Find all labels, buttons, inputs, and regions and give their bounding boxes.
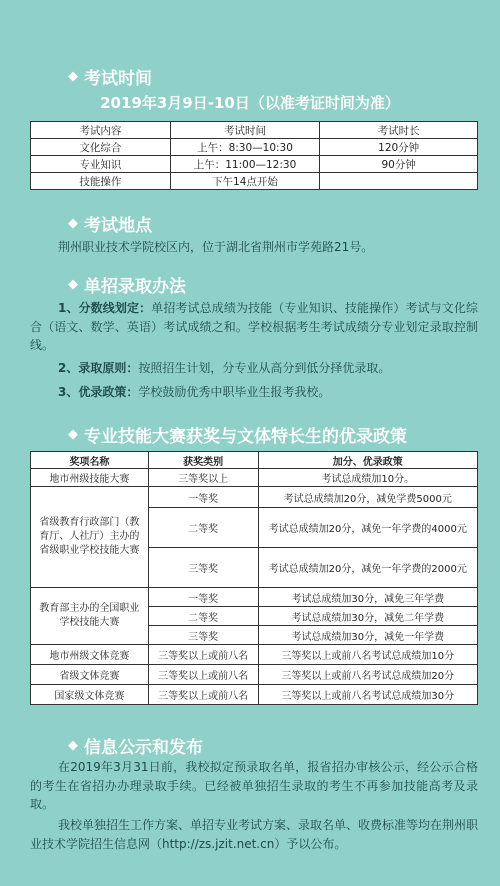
cell: 考试总成绩加20分，减免一年学费的4000元	[258, 508, 478, 548]
cell: 下午14点开始	[170, 173, 320, 190]
cell: 省级文体竞赛	[31, 665, 149, 685]
heading-text: 考试时间	[84, 69, 152, 89]
table-header-row	[31, 452, 478, 469]
section-heading-exam-place	[68, 211, 152, 236]
item-text: 按照招生计划，分专业从高分到低分择优录取。	[138, 361, 391, 375]
table-row	[31, 173, 478, 190]
table-row	[31, 665, 478, 685]
cell: 地市州级技能大赛	[31, 469, 149, 487]
exam-date: 2019年3月9日-10日（以准考证时间为准）	[100, 94, 400, 112]
section-heading-publicity	[68, 733, 203, 758]
cell: 省级教育行政部门（教育厅、人社厅）主办的省级职业学校技能大赛	[31, 487, 149, 588]
diamond-icon: ◆	[68, 69, 78, 84]
admission-item-1	[30, 299, 478, 355]
header-cell: 考试时间	[170, 122, 320, 139]
header-cell: 获奖类别	[148, 452, 258, 469]
cell: 文化综合	[31, 139, 171, 156]
cell: 考试总成绩加30分，减免二年学费	[258, 607, 478, 626]
cell: 考试总成绩加30分，减免一年学费	[258, 626, 478, 645]
table-header-row	[31, 122, 478, 139]
cell: 考试总成绩加20分，减免学费5000元	[258, 487, 478, 508]
heading-text: 单招录取办法	[84, 277, 186, 297]
cell: 一等奖	[148, 588, 258, 607]
cell: 三等奖以上或前八名	[148, 665, 258, 685]
table-row	[31, 156, 478, 173]
cell: 上午：8:30—10:30	[170, 139, 320, 156]
cell: 教育部主办的全国职业学校技能大赛	[31, 588, 149, 645]
item-text: 学校鼓励优秀中职毕业生报考我校。	[138, 385, 331, 399]
cell: 三等奖	[148, 548, 258, 588]
table-row	[31, 685, 478, 705]
table-row	[31, 469, 478, 487]
publicity-paragraph-2: 我校单独招生工作方案、单招专业考试方案、录取名单、收费标准等均在荆州职业技术学院招生信息网（http://zs.jzit.net.cn）予以公布。	[30, 818, 479, 851]
item-label: 1、分数线划定：	[58, 301, 152, 315]
cell	[320, 173, 478, 190]
cell: 90分钟	[320, 156, 478, 173]
admission-item-2	[30, 359, 478, 378]
cell: 一等奖	[148, 487, 258, 508]
cell: 考试总成绩加20分，减免一年学费的2000元	[258, 548, 478, 588]
cell: 地市州级文体竞赛	[31, 645, 149, 665]
cell: 上午：11:00—12:30	[170, 156, 320, 173]
diamond-icon: ◆	[68, 216, 78, 231]
section-heading-exam-time	[68, 64, 152, 89]
cell: 考试总成绩加10分。	[258, 469, 478, 487]
header-cell: 加分、优录政策	[258, 452, 478, 469]
diamond-icon: ◆	[68, 427, 78, 442]
diamond-icon: ◆	[68, 738, 78, 753]
table-row	[31, 588, 478, 607]
cell: 二等奖	[148, 508, 258, 548]
admission-item-3	[30, 383, 478, 402]
table-row	[31, 139, 478, 156]
section-heading-admission	[68, 272, 186, 297]
cell: 国家级文体竞赛	[31, 685, 149, 705]
cell: 技能操作	[31, 173, 171, 190]
cell: 考试总成绩加30分，减免三年学费	[258, 588, 478, 607]
cell: 三等奖	[148, 626, 258, 645]
heading-text: 信息公示和发布	[84, 738, 203, 758]
cell: 三等奖以上或前八名考试总成绩加10分	[258, 645, 478, 665]
table-row	[31, 645, 478, 665]
header-cell: 奖项名称	[31, 452, 149, 469]
cell: 专业知识	[31, 156, 171, 173]
header-cell: 考试内容	[31, 122, 171, 139]
section-heading-award-policy	[68, 422, 407, 447]
cell: 三等奖以上或前八名	[148, 645, 258, 665]
award-policy-table	[30, 451, 478, 705]
cell: 120分钟	[320, 139, 478, 156]
exam-place-text: 荆州职业技术学院校区内，位于湖北省荆州市学苑路21号。	[58, 240, 374, 254]
table-row	[31, 487, 478, 508]
cell: 三等奖以上	[148, 469, 258, 487]
item-text: 单招考试总成绩为技能（专业知识、技能操作）考试与文化综合（语文、数学、英语）考试成绩之和。学校根据考生考试成绩分专业划定录取控制线。	[30, 301, 478, 352]
item-label: 2、录取原则：	[58, 361, 139, 375]
heading-text: 专业技能大赛获奖与文体特长生的优录政策	[84, 427, 407, 447]
cell: 三等奖以上或前八名考试总成绩加30分	[258, 685, 478, 705]
publicity-paragraph-1: 在2019年3月31日前，我校拟定预录取名单，报省招办审核公示，经公示合格的考生在省招办办理录取手续。已经被单独招生录取的考生不再参加技能高考及录取。	[30, 760, 478, 811]
cell: 三等奖以上或前八名考试总成绩加20分	[258, 665, 478, 685]
diamond-icon: ◆	[68, 277, 78, 292]
header-cell: 考试时长	[320, 122, 478, 139]
heading-text: 考试地点	[84, 216, 152, 236]
cell: 三等奖以上或前八名	[148, 685, 258, 705]
exam-time-table	[30, 121, 478, 190]
item-label: 3、优录政策：	[58, 385, 139, 399]
cell: 二等奖	[148, 607, 258, 626]
